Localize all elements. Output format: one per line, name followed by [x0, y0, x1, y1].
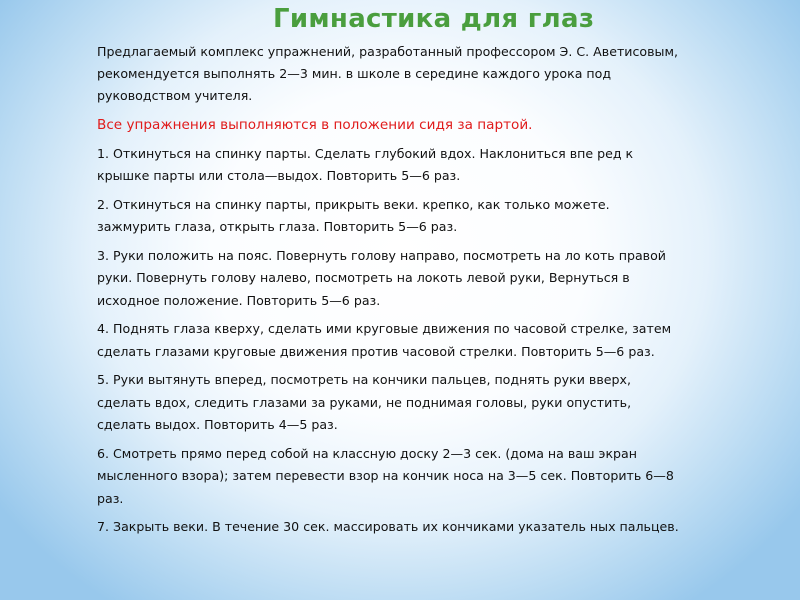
- slide-content: [97, 41, 683, 545]
- slide-title: Гимнастика для глаз: [273, 4, 595, 34]
- exercise-item: 2. Откинуться на спинку парты, прикрыть веки. крепко, как только можете. зажмурить глаза, открыть глаза. Повторить 5—6 раз.: [97, 196, 610, 234]
- exercise-item: 1. Откинуться на спинку парты. Сделать глубокий вдох. Наклониться впе ред к крышке парты или стола—выдох. Повторить 5—6 раз.: [97, 145, 634, 183]
- position-note: Все упражнения выполняются в положении сидя за партой.: [97, 117, 533, 133]
- exercise-item: 3. Руки положить на пояс. Повернуть голову направо, посмотреть на ло коть правой руки. Повернуть голову налево, посмотреть на локоть левой руки, Вернуться в исходное положение. Повторить 5—6 раз.: [97, 247, 666, 308]
- exercise-item: 6. Смотреть прямо перед собой на классную доску 2—3 сек. (дома на ваш экран мысленного взора); затем перевести взор на кончик носа на 3—5 сек. Повторить 6—8 раз.: [97, 445, 674, 506]
- exercise-item: 7. Закрыть веки. В течение 30 сек. массировать их кончиками указатель ных пальцев.: [97, 519, 679, 534]
- exercise-item: 4. Поднять глаза кверху, сделать ими круговые движения по часовой стрелке, затем сделать глазами круговые движения против часовой стрелки. Повторить 5—6 раз.: [97, 321, 672, 359]
- intro-paragraph: Предлагаемый комплекс упражнений, разработанный профессором Э. С. Аветисовым, рекомендуется выполнять 2—3 мин. в школе в середине каждого урока под руководством учителя.: [97, 44, 678, 103]
- exercise-item: 5. Руки вытянуть вперед, посмотреть на кончики пальцев, поднять руки вверх, сделать вдох, следить глазами за руками, не поднимая головы, руки опустить, сделать выдох. Повторить 4—5 раз.: [97, 372, 632, 432]
